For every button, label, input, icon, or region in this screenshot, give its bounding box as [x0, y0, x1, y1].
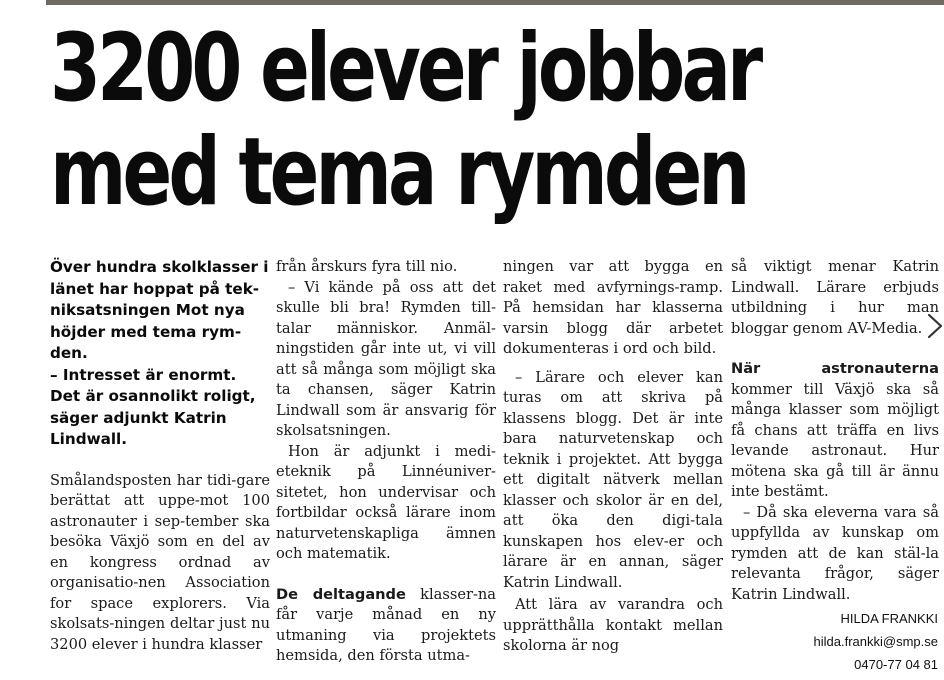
ingress-quote: – Intresset är enormt. Det är osannolikt roligt, säger adjunkt Katrin Lindwall.	[50, 365, 256, 448]
section-lead: De deltagande	[276, 585, 406, 603]
body-paragraph: – Vi kände på oss att det skulle bli bra! Rymden till-talar människor. Anmäl-ningstiden går inte ut, vi vill att så många som möjligt ska ta chansen, säger Katrin Lindwall som är ansvarig för skolsatsningen.	[276, 278, 496, 439]
column-1	[50, 257, 270, 655]
body-paragraph: från årskurs fyra till nio.	[276, 258, 458, 275]
body-paragraph: Hon är adjunkt i medi-eteknik på Linnéuniver-sitetet, hon undervisar och fortbildar också lärare inom naturvetenskapliga ämnen och matematik.	[276, 442, 496, 562]
ingress-paragraph: Över hundra skolklasser i länet har hoppat på tek-niksatsningen Mot nya höjder med tema rym-den.	[50, 258, 269, 362]
body-paragraph	[731, 359, 939, 503]
ingress	[50, 257, 270, 451]
column-3	[503, 257, 723, 657]
headline-line-1: 3200 elever jobbar	[50, 14, 760, 123]
section-lead-rest: kommer till Växjö ska så många klasser som möjligt få chans att träffa en livs levande astronaut. Hur mötena ska gå till är ännu inte bestämt.	[731, 380, 939, 500]
byline-name: HILDA FRANKKI	[840, 611, 938, 626]
top-rule	[46, 0, 944, 5]
byline-phone: 0470-77 04 81	[854, 657, 938, 672]
section-lead: När astronauterna	[731, 360, 939, 377]
body-paragraph: – Lärare och elever kan turas om att skriva på klassens blogg. Det är inte bara naturvetenskap och teknik i projektet. Att bygga ett digitalt nätverk mellan klasser och skolor är en del, att öka den digi-tala kunskapen hos elev-er och lärare är en annan, säger Katrin Lindwall.	[503, 368, 723, 591]
body-paragraph	[276, 585, 496, 667]
chevron-right-icon[interactable]	[926, 312, 944, 340]
column-2	[276, 257, 496, 667]
body-paragraph: Smålandsposten har tidi-gare berättat att uppe-mot 100 astronauter i sep-tember ska besöka Växjö som en del av en kongress ordnad av organisatio-nen Association for space explorers. Via skolsats-ningen deltar just nu 3200 elever i hundra klasser	[50, 471, 270, 653]
body-paragraph: Att lära av varandra och upprätthålla kontakt mellan skolorna är nog	[503, 596, 723, 654]
body-paragraph: så viktigt menar Katrin Lindwall. Lärare erbjuds utbildning i hur man bloggar genom AV-Media.	[731, 258, 939, 337]
body-paragraph: ningen var att bygga en raket med avfyrnings-ramp. På hemsidan har klasserna varsin blogg där arbetet dokumenteras i ord och bild.	[503, 258, 723, 357]
section-lead-rest: klasser-na får varje månad en ny utmaning via projektets hemsida, den första utma-	[276, 585, 496, 664]
body-paragraph: – Då ska eleverna vara så uppfyllda av kunskap om rymden att de kan stäl-la relevanta frågor, säger Katrin Lindwall.	[731, 503, 939, 603]
column-4	[731, 257, 939, 605]
byline-email: hilda.frankki@smp.se	[813, 634, 938, 649]
headline-line-2: med tema rymden	[50, 118, 747, 227]
